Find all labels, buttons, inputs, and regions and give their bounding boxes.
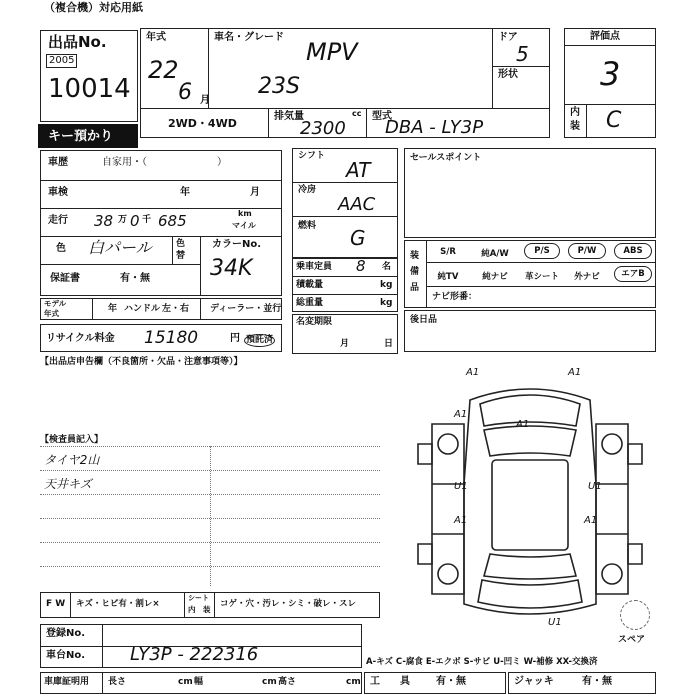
history-value: 自家用・（ ） — [102, 157, 227, 168]
damage-mark-door-right: U1 — [588, 481, 602, 492]
equip-ps: P/S — [524, 243, 560, 259]
damage-legend: A-キズ C-腐食 E-エクボ S-サビ U-凹ミ W-補修 XX-交換済 — [366, 657, 598, 667]
inspection-year-unit: 年 — [180, 187, 190, 198]
header-text: （複合機）対応用紙 — [44, 1, 143, 14]
equipment-label-2: 備 — [410, 267, 420, 277]
model-label: 型式 — [372, 111, 392, 122]
mileage-sen: 0 — [130, 212, 140, 230]
damage-mark-door-left: U1 — [454, 481, 468, 492]
aftermarket-box — [404, 310, 656, 352]
chassis-value: LY3P - 222316 — [130, 644, 259, 665]
seat-value: コゲ・穴・汚レ・シミ・破レ・スレ — [220, 599, 357, 609]
mileage-rest: 685 — [158, 212, 187, 230]
inspector-notes-label: 【検査員記入】 — [40, 435, 104, 445]
mileage-man: 38 — [94, 212, 114, 230]
seats-label: 乗車定員 — [296, 262, 333, 272]
recycle-label: リサイクル料金 — [46, 333, 115, 344]
history-label: 車歴 — [48, 157, 68, 168]
weight-label: 総重量 — [296, 298, 324, 308]
year-label: 年式 — [146, 32, 166, 43]
recycle-stamp: 預託済 — [246, 335, 274, 345]
width-unit: cm — [262, 677, 277, 687]
grade-label: 評価点 — [590, 31, 620, 42]
listing-year-box: 2005 — [46, 54, 77, 68]
color-value: 白パール — [88, 238, 152, 257]
color-no-label: カラーNo. — [212, 239, 262, 250]
length-label: 長さ — [108, 677, 127, 687]
shape-label: 形状 — [498, 69, 518, 80]
shift-value: AT — [346, 158, 371, 182]
model-year-label-1: モデル — [44, 299, 67, 308]
damage-mark-front-right: A1 — [568, 367, 582, 378]
damage-mark-front-left: A1 — [466, 367, 480, 378]
equip-navi: 純ナビ — [482, 272, 508, 282]
damage-mark-fender-left: A1 — [454, 409, 468, 420]
grade-score: 3 — [600, 55, 621, 93]
rename-day: 日 — [384, 339, 394, 349]
inspector-note-2: 天井キズ — [44, 477, 92, 491]
load-label: 積載量 — [296, 280, 324, 290]
interior-label-1: 内 — [570, 107, 580, 118]
doors-value: 5 — [516, 42, 529, 66]
warranty-value: 有・無 — [120, 273, 150, 284]
fw-label: F W — [46, 599, 66, 609]
damage-mark-rear-left: A1 — [454, 515, 468, 526]
inspector-note-1: タイヤ2山 — [44, 453, 100, 467]
model-year-label-2: 年式 — [44, 309, 59, 318]
mile-unit: マイル — [232, 221, 256, 230]
month-value: 6 — [178, 80, 192, 105]
listing-label: 出品No. — [48, 33, 107, 51]
sales-points-label: セールスポイント — [410, 153, 482, 163]
car-grade: 23S — [258, 74, 300, 99]
displacement-value: 2300 — [300, 118, 346, 139]
handle-label: ハンドル — [124, 304, 161, 314]
name-label: 車名・グレード — [214, 32, 284, 43]
seats-value: 8 — [356, 257, 366, 275]
color-label: 色 — [56, 243, 66, 254]
fw-value: キズ・ヒビ有・割レ× — [76, 599, 160, 609]
seat-label-2: 内 装 — [188, 605, 211, 614]
shift-label: シフト — [298, 151, 326, 161]
warranty-label: 保証書 — [50, 273, 80, 284]
recycle-unit: 円 — [230, 333, 240, 344]
model-year-unit: 年 — [108, 304, 118, 314]
load-unit: kg — [380, 280, 393, 290]
interior-label-2: 装 — [570, 121, 580, 132]
month-unit: 月 — [200, 95, 210, 106]
tools-value: 有・無 — [436, 676, 466, 687]
jack-label: ジャッキ — [514, 676, 554, 687]
equip-pw: P/W — [568, 243, 606, 259]
length-unit: cm — [178, 677, 193, 687]
color-change-1: 色 — [176, 239, 186, 249]
reg-label: 登録No. — [46, 628, 86, 639]
km-unit: km — [238, 209, 252, 218]
fuel-label: 燃料 — [298, 221, 317, 231]
key-banner-text: キー預かり — [48, 129, 114, 144]
recycle-value: 15180 — [144, 328, 199, 348]
listing-number: 10014 — [48, 74, 131, 104]
seller-notes-label: 【出品店申告欄（不良箇所・欠品・注意事項等）】 — [40, 357, 243, 367]
jack-value: 有・無 — [582, 676, 612, 687]
car-damage-diagram — [410, 364, 650, 634]
damage-mark-windshield: A1 — [516, 419, 530, 430]
equip-aw: 純A/W — [481, 249, 509, 259]
model-code: DBA - LY3P — [385, 117, 484, 138]
height-label: 高さ — [278, 677, 297, 687]
mileage-label: 走行 — [48, 215, 68, 226]
ac-value: AAC — [338, 194, 376, 215]
spare-tire — [620, 600, 650, 630]
weight-unit: kg — [380, 298, 393, 308]
seats-unit: 名 — [382, 262, 392, 272]
rename-month: 月 — [340, 339, 350, 349]
color-change-2: 替 — [176, 251, 186, 261]
equip-leather: 革シート — [524, 272, 559, 282]
damage-mark-rear-right: A1 — [584, 515, 598, 526]
chassis-label: 車台No. — [46, 650, 86, 661]
damage-mark-bumper: U1 — [548, 617, 562, 628]
man-unit: 万 — [118, 215, 128, 225]
navi-model-label: ナビ形番： — [432, 292, 478, 302]
door-label: ドア — [498, 32, 518, 43]
equipment-label-3: 品 — [410, 283, 420, 293]
ac-label: 冷房 — [298, 185, 317, 195]
seat-label-1: シート — [188, 594, 209, 602]
garage-label: 車庫証明用 — [44, 677, 90, 687]
handle-value: 左・右 — [162, 304, 190, 314]
width-label: 幅 — [194, 677, 204, 687]
drive-label: 2WD・4WD — [168, 117, 237, 130]
tools-label: 工 具 — [370, 676, 410, 687]
displacement-label: 排気量 — [274, 111, 304, 122]
height-unit: cm — [346, 677, 361, 687]
equip-abs: ABS — [614, 243, 652, 259]
aftermarket-label: 後日品 — [410, 315, 438, 325]
fuel-value: G — [350, 226, 366, 250]
inspection-label: 車検 — [48, 187, 68, 198]
equip-sr: S/R — [440, 247, 456, 257]
dealer-label: ディーラー・並行 — [210, 304, 282, 314]
equipment-label-1: 装 — [410, 251, 420, 261]
color-no-value: 34K — [210, 256, 253, 281]
car-name: MPV — [306, 38, 358, 66]
cc-unit: cc — [352, 109, 362, 118]
year-value: 22 — [148, 56, 179, 84]
equip-ext-navi: 外ナビ — [574, 272, 600, 282]
equip-tv: 純TV — [437, 272, 459, 282]
sen-unit: 千 — [142, 215, 152, 225]
equip-airbag: エアB — [614, 266, 652, 282]
interior-value: C — [606, 108, 622, 133]
inspection-month-unit: 月 — [250, 187, 260, 198]
spare-label: スペア — [618, 635, 646, 645]
rename-label: 名変期限 — [296, 317, 333, 327]
